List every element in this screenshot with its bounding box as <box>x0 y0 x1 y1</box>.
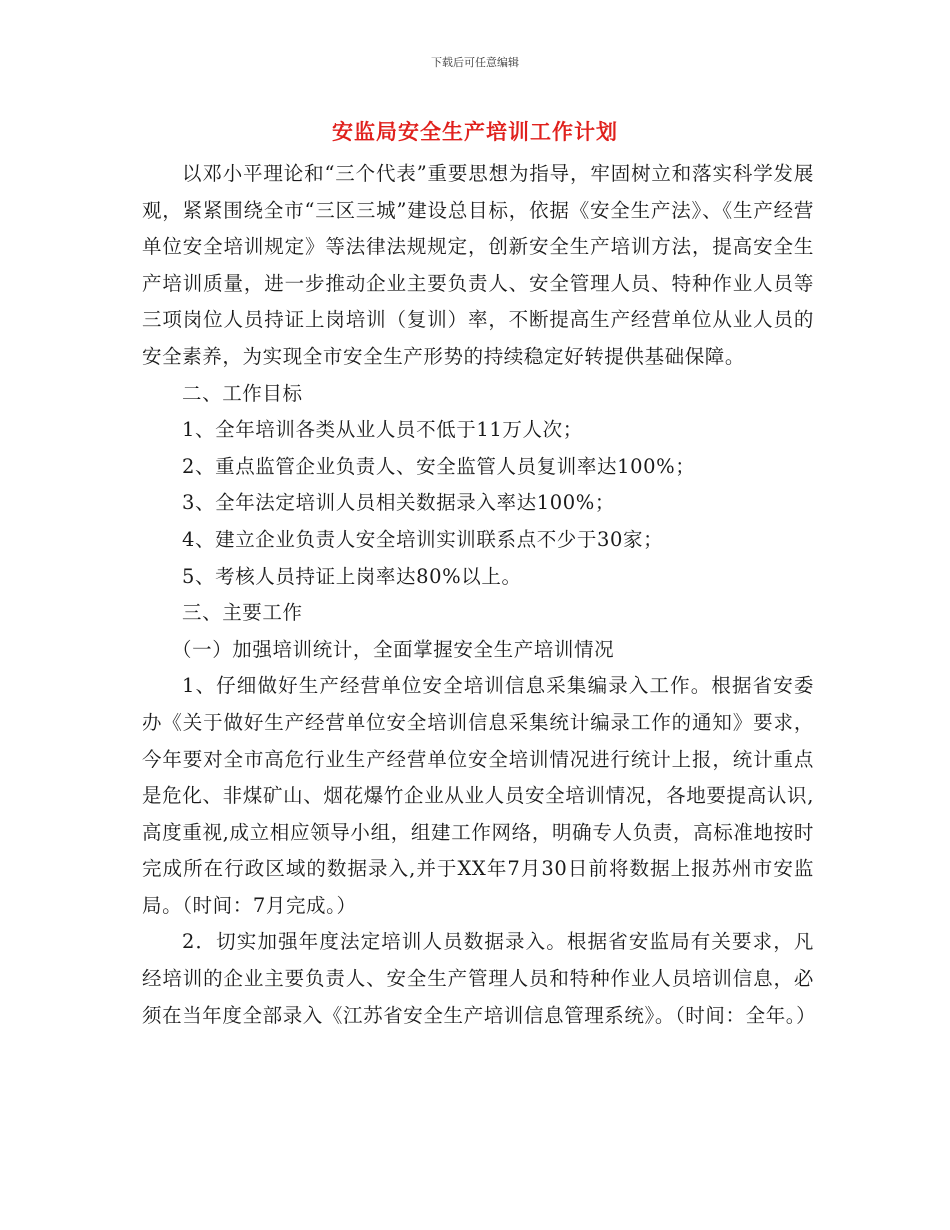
work-item-paragraph: 2．切实加强年度法定培训人员数据录入。根据省安监局有关要求，凡经培训的企业主要负责人、安全生产管理人员和特种作业人员培训信息，必须在当年度全部录入《江苏省安全生产培训信息管理系统》。（时间：全年。） <box>142 930 817 1027</box>
goal-item: 2、重点监管企业负责人、安全监管人员复训率达100%； <box>182 454 696 478</box>
goal-item: 4、建立企业负责人安全培训实训联系点不少于30家； <box>182 527 664 551</box>
work-item-paragraph: 1、仔细做好生产经营单位安全培训信息采集编录入工作。根据省安委办《关于做好生产经营单位安全培训信息采集统计编录工作的通知》要求，今年要对全市高危行业生产经营单位安全培训情况进行统计上报，统计重点是危化、非煤矿山、烟花爆竹企业从业人员安全培训情况，各地要提高认识,高度重视,成立相应领导小组，组建工作网络，明确专人负责，高标准地按时完成所在行政区域的数据录入,并于XX年7月30日前将数据上报苏州市安监局。（时间：7月完成。） <box>142 674 814 917</box>
goal-item: 5、考核人员持证上岗率达80%以上。 <box>182 564 522 588</box>
header-note: 下载后可任意编辑 <box>431 56 519 69</box>
subsection-heading: （一）加强培训统计，全面掌握安全生产培训情况 <box>172 637 615 661</box>
document-body <box>142 156 817 1034</box>
goal-item: 1、全年培训各类从业人员不低于11万人次； <box>182 418 583 442</box>
section-heading-goals: 二、工作目标 <box>182 381 303 405</box>
section-heading-main-work: 三、主要工作 <box>182 601 303 625</box>
document-title: 安监局安全生产培训工作计划 <box>332 120 618 144</box>
goal-item: 3、全年法定培训人员相关数据录入率达100%； <box>182 491 615 515</box>
intro-paragraph: 以邓小平理论和“三个代表”重要思想为指导，牢固树立和落实科学发展观，紧紧围绕全市“三区三城”建设总目标，依据《安全生产法》、《生产经营单位安全培训规定》等法律法规规定，创新安全生产培训方法，提高安全生产培训质量，进一步推动企业主要负责人、安全管理人员、特种作业人员等三项岗位人员持证上岗培训（复训）率，不断提高生产经营单位从业人员的安全素养，为实现全市安全生产形势的持续稳定好转提供基础保障。 <box>142 162 814 368</box>
